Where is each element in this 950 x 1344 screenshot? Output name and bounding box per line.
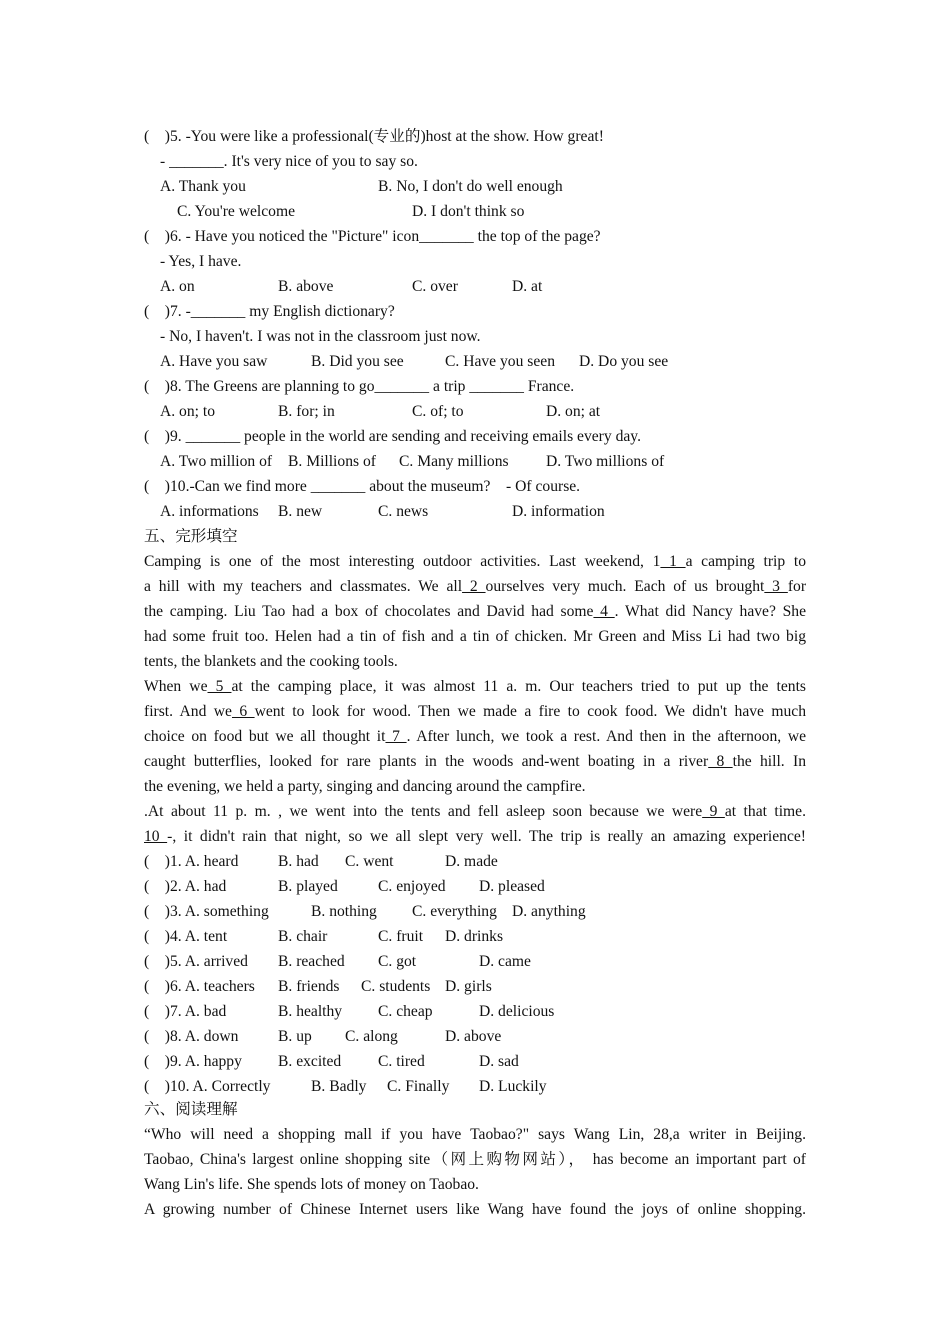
cloze-option-d: D. drinks [445,928,504,945]
q7-option-b: B. Did you see [311,353,404,370]
section5-heading: 五、完形填空 [144,528,238,545]
cloze-option-d: D. pleased [479,878,545,895]
q6-stem: ( )6. - Have you noticed the "Picture" icon_______ the top of the page? [144,228,601,245]
q5-stem: ( )5. -You were like a professional(专业的)host at the show. How great! [144,128,604,145]
blank-4: 4 [593,603,615,620]
q8-option-b: B. for; in [278,403,335,420]
cloze-option-d: D. sad [479,1053,519,1070]
q6-option-d: D. at [512,278,543,295]
passage-line: a hill with my teachers and classmates. We all 2 ourselves very much. Each of us brought 3 for [144,578,807,595]
cloze-option-b: B. nothing [311,903,377,920]
cloze-option-c: C. enjoyed [378,878,446,895]
passage-line: first. And we 6 went to look for wood. Then we made a fire to cook food. We didn't have much [144,703,806,720]
reading-line: A growing number of Chinese Internet users like Wang have found the joys of online shopping. [144,1201,806,1218]
cloze-item: ( )8. A. down [144,1028,239,1045]
q6-reply: - Yes, I have. [160,253,242,270]
cloze-option-b: B. reached [278,953,345,970]
passage-line: the camping. Liu Tao had a box of chocolates and David had some 4 . What did Nancy have? She [144,603,807,620]
q7-option-c: C. Have you seen [445,353,555,370]
q7-option-d: D. Do you see [579,353,669,370]
cloze-option-c: C. tired [378,1053,425,1070]
q10-option-a: A. informations [160,503,259,520]
q9-option-d: D. Two millions of [546,453,665,470]
cloze-option-b: B. friends [278,978,340,995]
cloze-item: ( )10. A. Correctly [144,1078,271,1095]
passage-line: tents, the blankets and the cooking tools. [144,653,398,670]
blank-1: 1 [660,553,686,570]
q7-option-a: A. Have you saw [160,353,268,370]
passage-line: had some fruit too. Helen had a tin of fish and a tin of chicken. Mr Green and Miss Li had two big [144,628,806,645]
cloze-option-c: C. fruit [378,928,424,945]
blank-8: 8 [708,753,733,770]
cloze-item: ( )2. A. had [144,878,227,895]
blank-9: 9 [702,803,725,820]
cloze-item: ( )3. A. something [144,903,269,920]
passage-line: When we 5 at the camping place, it was almost 11 a. m. Our teachers tried to put up the tents [144,678,806,695]
cloze-option-d: D. girls [445,978,492,995]
blank-2: 2 [462,578,486,595]
reading-line: Wang Lin's life. She spends lots of money on Taobao. [144,1176,479,1193]
q5-reply: - _______. It's very nice of you to say so. [160,153,418,170]
cloze-option-d: D. made [445,853,498,870]
cloze-option-c: C. went [345,853,394,870]
cloze-option-b: B. excited [278,1053,342,1070]
cloze-option-d: D. delicious [479,1003,555,1020]
cloze-option-b: B. had [278,853,319,870]
cloze-option-c: C. cheap [378,1003,433,1020]
passage-line: the evening, we held a party, singing and dancing around the campfire. [144,778,586,795]
blank-6: 6 [231,703,255,720]
reading-line: Taobao, China's largest online shopping site（网上购物网站）， has become an important part of [144,1151,806,1168]
cloze-option-b: B. chair [278,928,328,945]
blank-10: 10 [144,828,168,845]
q8-option-c: C. of; to [412,403,464,420]
cloze-option-b: B. Badly [311,1078,367,1095]
blank-5: 5 [207,678,232,695]
cloze-option-c: C. students [361,978,431,995]
passage-line: Camping is one of the most interesting outdoor activities. Last weekend, 1 1 a camping trip to [144,553,806,570]
cloze-item: ( )4. A. tent [144,928,228,945]
q10-option-b: B. new [278,503,323,520]
blank-3: 3 [764,578,788,595]
cloze-option-d: D. above [445,1028,502,1045]
q8-option-d: D. on; at [546,403,601,420]
q10-option-d: D. information [512,503,605,520]
q5-option-d: D. I don't think so [412,203,525,220]
cloze-item: ( )6. A. teachers [144,978,255,995]
q8-option-a: A. on; to [160,403,216,420]
q5-option-b: B. No, I don't do well enough [378,178,563,195]
cloze-item: ( )7. A. bad [144,1003,227,1020]
cloze-option-c: C. along [345,1028,398,1045]
passage-line: choice on food but we all thought it 7 . After lunch, we took a rest. And then in the afternoon, we [144,728,807,745]
cloze-item: ( )1. A. heard [144,853,239,870]
cloze-option-c: C. everything [412,903,497,920]
q5-option-a: A. Thank you [160,178,246,195]
q7-stem: ( )7. -_______ my English dictionary? [144,303,395,320]
cloze-option-d: D. anything [512,903,586,920]
passage-line: .At about 11 p. m. , we went into the tents and fell asleep soon because we were 9 at that time. [144,803,807,820]
cloze-item: ( )5. A. arrived [144,953,248,970]
cloze-item: ( )9. A. happy [144,1053,242,1070]
cloze-option-c: C. Finally [387,1078,450,1095]
passage-line: caught butterflies, looked for rare plants in the woods and-went boating in a river 8 the hill. In [144,753,807,770]
q10-option-c: C. news [378,503,429,520]
q5-option-c: C. You're welcome [177,203,296,220]
blank-7: 7 [385,728,407,745]
q6-option-a: A. on [160,278,195,295]
q6-option-b: B. above [278,278,334,295]
cloze-option-d: D. came [479,953,531,970]
q8-stem: ( )8. The Greens are planning to go_______ a trip _______ France. [144,378,575,395]
q9-stem: ( )9. _______ people in the world are sending and receiving emails every day. [144,428,641,445]
q10-stem: ( )10.-Can we find more _______ about the museum? - Of course. [144,478,581,495]
cloze-option-c: C. got [378,953,417,970]
q6-option-c: C. over [412,278,458,295]
passage-line: 10 -, it didn't rain that night, so we all slept very well. The trip is really an amazing experience! [144,828,806,845]
q9-option-a: A. Two million of [160,453,273,470]
reading-line: “Who will need a shopping mall if you have Taobao?" says Wang Lin, 28,a writer in Beijing. [144,1126,806,1143]
q7-reply: - No, I haven't. I was not in the classroom just now. [160,328,481,345]
q9-option-b: B. Millions of [288,453,376,470]
cloze-option-b: B. healthy [278,1003,343,1020]
cloze-option-b: B. played [278,878,338,895]
section6-heading: 六、阅读理解 [144,1101,238,1118]
cloze-option-d: D. Luckily [479,1078,547,1095]
q9-option-c: C. Many millions [399,453,509,470]
cloze-option-b: B. up [278,1028,312,1045]
